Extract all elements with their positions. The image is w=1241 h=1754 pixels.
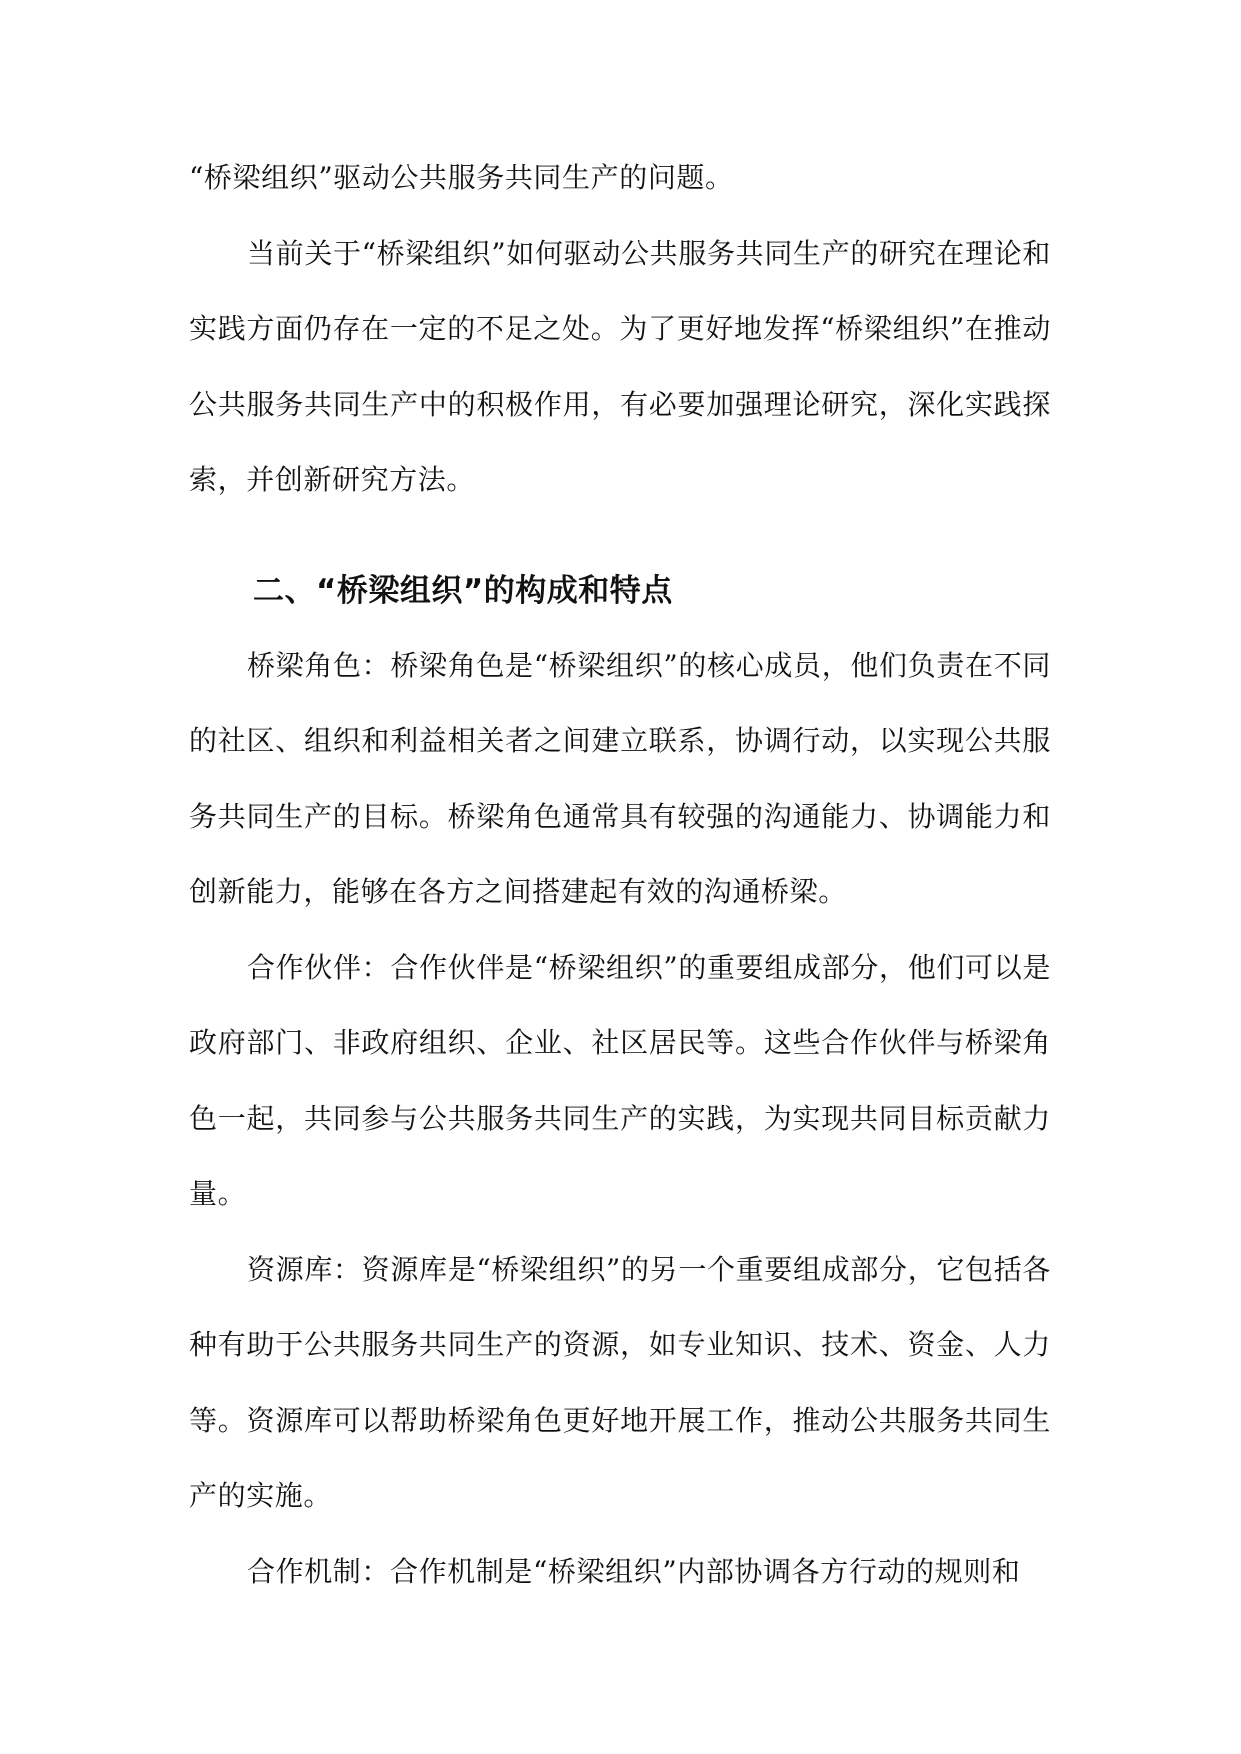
paragraph-bridge-role: 桥梁角色：桥梁角色是“桥梁组织”的核心成员，他们负责在不同的社区、组织和利益相关者之间建立联系，协调行动，以实现公共服务共同生产的目标。桥梁角色通常具有较强的沟通能力、协调能力和创新能力，能够在各方之间搭建起有效的沟通桥梁。 [189, 648, 1051, 908]
paragraph-resource-pool: 资源库：资源库是“桥梁组织”的另一个重要组成部分，它包括各种有助于公共服务共同生产的资源，如专业知识、技术、资金、人力等。资源库可以帮助桥梁角色更好地开展工作，推动公共服务共同生产的实施。 [189, 1252, 1051, 1512]
paragraph-research-gap: 当前关于“桥梁组织”如何驱动公共服务共同生产的研究在理论和实践方面仍存在一定的不足之处。为了更好地发挥“桥梁组织”在推动公共服务共同生产中的积极作用，有必要加强理论研究，深化实践探索，并创新研究方法。 [189, 236, 1051, 496]
paragraph-cooperation-mechanism: 合作机制：合作机制是“桥梁组织”内部协调各方行动的规则和 [247, 1554, 1021, 1588]
paragraph-continuation: “桥梁组织”驱动公共服务共同生产的问题。 [189, 161, 734, 194]
paragraph-partners: 合作伙伴：合作伙伴是“桥梁组织”的重要组成部分，他们可以是政府部门、非政府组织、企业、社区居民等。这些合作伙伴与桥梁角色一起，共同参与公共服务共同生产的实践，为实现共同目标贡献力量。 [189, 950, 1051, 1210]
section-heading: 二、“桥梁组织”的构成和特点 [253, 572, 673, 609]
document-page [189, 140, 1051, 1609]
